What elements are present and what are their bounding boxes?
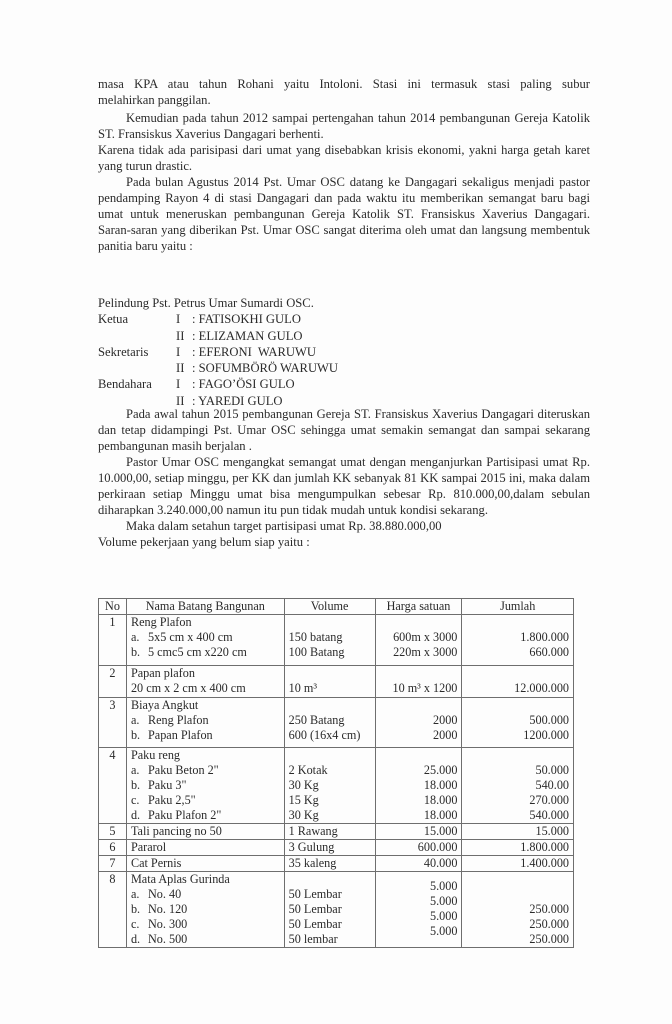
committee-member (98, 328, 338, 344)
item-volume: 2 Kotak (288, 763, 328, 777)
committee-name: : EFERONI WARUWU (192, 344, 316, 359)
item-jumlah: 270.000 (529, 793, 569, 807)
table-row (99, 824, 574, 840)
item-letter: b. (130, 902, 141, 916)
committee-ordinal: II (176, 328, 185, 343)
item-letter: c. (130, 917, 140, 931)
table-row (99, 856, 574, 872)
paragraph-1-line-1: masa KPA atau tahun Rohani yaitu Intoloni. Stasi ini termasuk stasi paling subur (98, 77, 590, 91)
row-name: Pararol (126, 840, 284, 856)
committee-ordinal: II (176, 393, 185, 408)
table-row (99, 666, 574, 698)
table-row (99, 698, 574, 748)
paragraph-7: Maka dalam setahun target partisipasi umat Rp. 38.880.000,00 (126, 519, 442, 533)
item-name: 5x5 cm x 400 cm (148, 630, 233, 644)
item-harga: 18.000 (423, 808, 458, 822)
item-jumlah: 250.000 (529, 902, 569, 916)
row-harga (375, 615, 462, 666)
committee-list (98, 295, 338, 409)
item-volume: 30 Kg (288, 808, 319, 822)
item-name: No. 500 (148, 932, 188, 946)
item-volume: 50 lembar (288, 932, 338, 946)
table-row (99, 840, 574, 856)
item-name: No. 120 (148, 902, 188, 916)
committee-pelindung: Pelindung Pst. Petrus Umar Sumardi OSC. (98, 296, 314, 310)
item-harga: 18.000 (423, 778, 458, 792)
item-volume: 50 Lembar (288, 917, 342, 931)
committee-member (98, 376, 338, 392)
row-jumlah (462, 872, 574, 948)
committee-ordinal: I (176, 312, 181, 327)
committee-member (98, 360, 338, 376)
item-letter: a. (130, 763, 140, 777)
table-row (99, 872, 574, 948)
row-name (126, 748, 284, 824)
item-name: Paku Plafon 2" (148, 808, 222, 822)
row-volume: 35 kaleng (284, 856, 375, 872)
row-name (126, 872, 284, 948)
committee-name: : SOFUMBÖRÖ WARUWU (192, 361, 339, 376)
committee-name: : FATISOKHI GULO (192, 312, 301, 327)
committee-role: Sekretaris (98, 344, 149, 359)
committee-role: Bendahara (98, 377, 152, 392)
item-volume: 100 Batang (288, 645, 345, 659)
item-name: Paku 2,5" (148, 793, 196, 807)
row-no: 6 (99, 840, 127, 856)
committee-member (98, 344, 338, 360)
item-jumlah: 250.000 (529, 932, 569, 946)
item-name: Reng Plafon (148, 713, 209, 727)
committee-name: : YAREDI GULO (192, 393, 283, 408)
row-harga: 40.000 (375, 856, 462, 872)
item-volume: 250 Batang (288, 713, 345, 727)
row-harga (375, 698, 462, 748)
row-jumlah (462, 615, 574, 666)
header-volume: Volume (284, 599, 375, 615)
paragraph-8: Volume pekerjaan yang belum siap yaitu : (98, 535, 310, 549)
item-volume: 600 (16x4 cm) (288, 728, 361, 742)
row-jumlah: 15.000 (462, 824, 574, 840)
item-letter: a. (130, 713, 140, 727)
row-jumlah (462, 666, 574, 698)
item-title: Reng Plafon (130, 615, 192, 629)
item-harga: 220m x 3000 (393, 645, 458, 659)
item-harga: 10 m³ x 1200 (392, 681, 458, 695)
row-name (126, 698, 284, 748)
item-letter: a. (130, 630, 140, 644)
header-jumlah: Jumlah (462, 599, 574, 615)
row-volume (284, 666, 375, 698)
item-jumlah: 500.000 (529, 713, 569, 727)
row-volume: 1 Rawang (284, 824, 375, 840)
item-volume: 50 Lembar (288, 902, 342, 916)
table-row (99, 615, 574, 666)
item-letter: b. (130, 728, 141, 742)
item-jumlah: 660.000 (529, 645, 569, 659)
item-letter: b. (130, 778, 141, 792)
item-name: No. 40 (148, 887, 182, 901)
item-title: Mata Aplas Gurinda (130, 872, 230, 886)
item-harga: 5.000 (429, 879, 458, 893)
row-volume (284, 698, 375, 748)
row-harga: 600.000 (375, 840, 462, 856)
volume-table (98, 598, 574, 948)
row-no: 2 (99, 666, 127, 698)
item-volume: 15 Kg (288, 793, 319, 807)
row-jumlah (462, 698, 574, 748)
item-harga: 18.000 (423, 793, 458, 807)
item-title: Biaya Angkut (130, 698, 199, 712)
item-jumlah: 540.00 (535, 778, 569, 792)
row-no: 5 (99, 824, 127, 840)
row-volume (284, 615, 375, 666)
row-harga (375, 748, 462, 824)
paragraph-6: Pastor Umar OSC mengangkat semangat umat dengan menganjurkan Partisipasi umat Rp. 10.000,00, setiap minggu, per KK dan jumlah KK sebanyak 81 KK sampai 2015 ini, maka dalam perkiraan setiap Minggu umat bisa mengumpulkan sebesar Rp. 810.000,00,dalam sebulan diharapkan 3.240.000,00 namun itu pun tidak mudah untuk kondisi sekarang. (98, 455, 590, 517)
item-letter: a. (130, 887, 140, 901)
item-harga: 25.000 (423, 763, 458, 777)
committee-name: : ELIZAMAN GULO (192, 328, 303, 343)
table-row (99, 748, 574, 824)
item-title: Paku reng (130, 748, 181, 762)
committee-ordinal: I (176, 344, 181, 359)
item-jumlah: 540.000 (529, 808, 569, 822)
committee-name: : FAGO’ÖSI GULO (192, 377, 295, 392)
row-no: 4 (99, 748, 127, 824)
row-volume (284, 748, 375, 824)
item-volume: 30 Kg (288, 778, 319, 792)
committee-role (98, 328, 176, 344)
item-jumlah: 250.000 (529, 917, 569, 931)
row-jumlah: 1.800.000 (462, 840, 574, 856)
committee-ordinal: I (176, 377, 181, 392)
row-no: 3 (99, 698, 127, 748)
paragraph-5: Pada awal tahun 2015 pembangunan Gereja ST. Fransiskus Xaverius Dangagari diteruskan dan tetap didampingi Pst. Umar OSC sehingga umat semakin semangat dan sampai sekarang pembangunan masih berjalan . (98, 407, 590, 453)
row-harga (375, 666, 462, 698)
item-harga: 5.000 (429, 894, 458, 908)
paragraph-3: Karena tidak ada parisipasi dari umat yang disebabkan krisis ekonomi, yakni harga getah karet yang turun drastic. (98, 143, 590, 173)
committee-ordinal: II (176, 361, 185, 376)
row-name: Tali pancing no 50 (126, 824, 284, 840)
paragraph-2: Kemudian pada tahun 2012 sampai pertengahan tahun 2014 pembangunan Gereja Katolik ST. Fransiskus Xaverius Dangagari berhenti. (98, 111, 590, 141)
item-letter: d. (130, 808, 141, 822)
item-letter: d. (130, 932, 141, 946)
item-letter: b. (130, 645, 141, 659)
item-jumlah: 1.800.000 (520, 630, 569, 644)
paragraph-1-line-2: melahirkan panggilan. (98, 93, 211, 107)
item-harga: 2000 (433, 713, 458, 727)
item-jumlah: 1200.000 (523, 728, 569, 742)
row-jumlah: 1.400.000 (462, 856, 574, 872)
committee-role (98, 360, 176, 376)
header-harga: Harga satuan (375, 599, 462, 615)
row-volume (284, 872, 375, 948)
row-no: 8 (99, 872, 127, 948)
row-name (126, 666, 284, 698)
item-name: 5 cmc5 cm x220 cm (148, 645, 247, 659)
row-no: 1 (99, 615, 127, 666)
item-volume: 10 m³ (288, 681, 318, 695)
paragraph-4: Pada bulan Agustus 2014 Pst. Umar OSC datang ke Dangagari sekaligus menjadi pastor pendamping Rayon 4 di stasi Dangagari dan pada waktu itu memberikan semangat baru bagi umat untuk meneruskan pembangunan Gereja Katolik ST. Fransiskus Xaverius Dangagari. Saran-saran yang diberikan Pst. Umar OSC sangat diterima oleh umat dan langsung membentuk panitia baru yaitu : (98, 175, 590, 253)
row-harga: 15.000 (375, 824, 462, 840)
item-name: No. 300 (148, 917, 188, 931)
item-name: Paku 3" (148, 778, 187, 792)
table-header-row (99, 599, 574, 615)
row-no: 7 (99, 856, 127, 872)
item-harga: 5.000 (429, 924, 458, 938)
row-volume: 3 Gulung (284, 840, 375, 856)
header-nama: Nama Batang Bangunan (126, 599, 284, 615)
committee-member (98, 311, 338, 327)
item-harga: 600m x 3000 (393, 630, 458, 644)
item-title: Papan plafon (130, 666, 195, 680)
item-jumlah: 50.000 (535, 763, 569, 777)
body-text-top (98, 76, 590, 254)
item-letter: c. (130, 793, 140, 807)
row-harga (375, 872, 462, 948)
item-volume: 50 Lembar (288, 887, 342, 901)
row-jumlah (462, 748, 574, 824)
item-name: Paku Beton 2" (148, 763, 219, 777)
header-no: No (99, 599, 127, 615)
row-name (126, 615, 284, 666)
body-text-bottom (98, 406, 590, 550)
item-harga: 2000 (433, 728, 458, 742)
item-harga: 5.000 (429, 909, 458, 923)
item-jumlah: 12.000.000 (514, 681, 569, 695)
row-name: Cat Pernis (126, 856, 284, 872)
item-name: Papan Plafon (148, 728, 213, 742)
item-volume: 150 batang (288, 630, 343, 644)
item-name: 20 cm x 2 cm x 400 cm (130, 681, 246, 695)
committee-role: Ketua (98, 312, 129, 327)
